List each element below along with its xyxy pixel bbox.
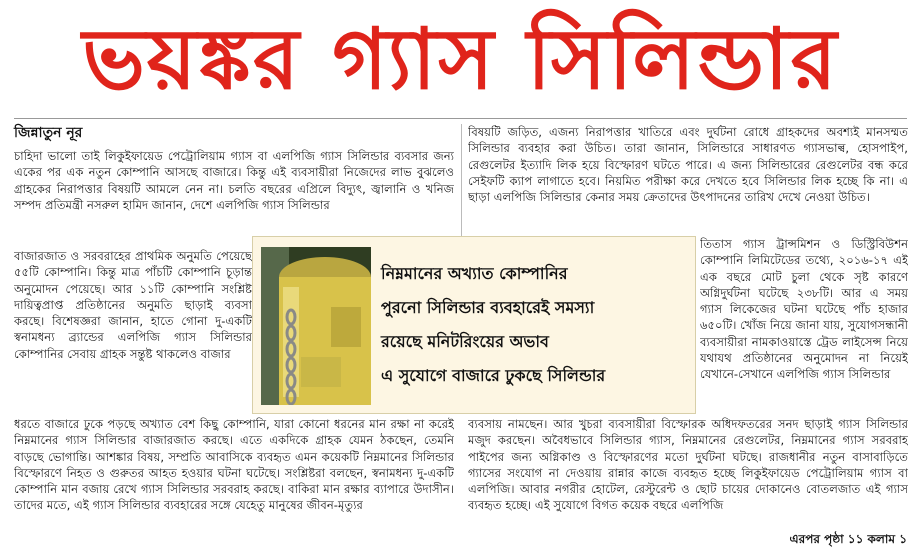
pull-quote-line: পুরনো সিলিন্ডার ব্যবহারেই সমস্যা xyxy=(381,298,595,317)
column-b-top xyxy=(468,124,908,236)
column-a-middle xyxy=(14,248,252,416)
headline-rule xyxy=(14,118,907,119)
cylinder-photo xyxy=(261,247,371,405)
column-b-bottom xyxy=(468,416,908,530)
pull-quote xyxy=(381,257,691,393)
pull-quote-line: রয়েছে মনিটরিংয়ের অভাব xyxy=(381,332,549,351)
continuation-note: এরপর পৃষ্ঠা ১১ কলাম ১ xyxy=(789,532,907,546)
column-b-middle xyxy=(700,236,908,416)
pull-quote-box xyxy=(252,236,696,414)
gas-cylinder-image xyxy=(261,247,371,405)
paragraph: তিতাস গ্যাস ট্রান্সমিশন ও ডিস্ট্রিবিউশন কোম্পানি লিমিটেডের তথ্যে, ২০১৬-১৭ এই এক বছরে মোট চুলা থেকে সৃষ্ট কারণে অগ্নিদুর্ঘটনা ঘটেছে ২৩৮টি। আর এ সময় গ্যাস লিকেজের ঘটনা ঘটেছে পাঁচ হাজার ৬৫০টি। খোঁজ নিয়ে জানা যায়, সুযোগসন্ধানী ব্যবসায়ীরা নামকাওয়াস্তে ট্রেড লাইসেন্স নিয়ে যথাযথ প্রতিষ্ঠানের অনুমোদন না নিয়েই যেখানে-সেখানে এলপিজি গ্যাস সিলিন্ডার xyxy=(700,237,908,382)
column-a-bottom xyxy=(14,416,454,548)
paragraph: বাজারজাত ও সরবরাহের প্রাথমিক অনুমতি পেয়েছে ৫৫টি কোম্পানি। কিন্তু মাত্র পাঁচটি কোম্পানি চূড়ান্ত অনুমোদন পেয়েছে। আর ১১টি কোম্পানি সংশ্লিষ্ট দায়িত্বপ্রাপ্ত প্রতিষ্ঠানের অনুমতি ছাড়াই ব্যবসা করছে। বিশেষজ্ঞরা জানান, হাতে গোনা দু-একটি স্বনামধন্য ব্র্যান্ডের এলপিজি গ্যাস সিলিন্ডার কোম্পানির সেবায় গ্রাহক সন্তুষ্ট থাকলেও বাজার xyxy=(14,249,252,361)
pull-quote-line: নিম্নমানের অখ্যাত কোম্পানির xyxy=(381,264,568,283)
paragraph: বিষয়টি জড়িত, এজন্য নিরাপত্তার খাতিরে এবং দুর্ঘটনা রোধে গ্রাহকদের অবশ্যই মানসম্মত সিলিন্ডার ব্যবহার করা উচিত। তারা জানান, সিলিন্ডারে সাধারণত গ্যাসভাল্ব, হোসপাইপ, রেগুলেটর ইত্যাদি লিক হয়ে বিস্ফোরণ ঘটতে পারে। এ জন্য সিলিন্ডারের রেগুলেটর বন্ধ করে সেইফটি ক্যাপ লাগাতে হবে। নিয়মিত পরীক্ষা করে দেখতে হবে সিলিন্ডার লিক হচ্ছে কি না। এ ছাড়া এলপিজি সিলিন্ডার কেনার সময় ক্রেতাদের উৎপাদনের তারিখ দেখে নেওয়া উচিত। xyxy=(468,125,908,205)
paragraph: ধরতে বাজারে ঢুকে পড়ছে অখ্যাত বেশ কিছু কোম্পানি, যারা কোনো ধরনের মান রক্ষা না করেই নিম্নমানের গ্যাস সিলিন্ডার বাজারজাত করছে। এতে একদিকে গ্রাহক যেমন ঠকছেন, তেমনি বাড়ছে ভোগান্তি। আশঙ্কার বিষয়, সম্প্রতি আবাসিকে ব্যবহৃত এমন কয়েকটি নিম্নমানের সিলিন্ডার বিস্ফোরণে নিহত ও গুরুতর আহত হওয়ার ঘটনা ঘটেছে। সংশ্লিষ্টরা বলছেন, স্বনামধন্য দু-একটি কোম্পানি মান বজায় রেখে গ্যাস সিলিন্ডার সরবরাহ করছে। বাকিরা মান রক্ষার ব্যাপারে উদাসীন। তাদের মতে, এই গ্যাস সিলিন্ডার ব্যবহারের সঙ্গে যেহেতু মানুষের জীবন-মৃত্যুর xyxy=(14,417,454,513)
column-divider xyxy=(461,124,462,236)
paragraph: চাহিদা ভালো তাই লিকুইফায়েড পেট্রোলিয়াম গ্যাস বা এলপিজি গ্যাস সিলিন্ডার ব্যবসার জন্য একের পর এক নতুন কোম্পানি আসছে বাজারে। কিন্তু এই ব্যবসায়ীরা নিজেদের লাভ বুঝলেও গ্রাহকের নিরাপত্তার বিষয়টি আমলে নেন না। চলতি বছরের এপ্রিলে বিদ্যুৎ, জ্বালানি ও খনিজ সম্পদ প্রতিমন্ত্রী নসরুল হামিদ জানান, দেশে এলপিজি গ্যাস সিলিন্ডার xyxy=(14,149,454,212)
paragraph: ব্যবসায় নামছেন। আর খুচরা ব্যবসায়ীরা বিস্ফোরক অধিদফতরের সনদ ছাড়াই গ্যাস সিলিন্ডার মজুদ করছেন। অবৈধভাবে সিলিন্ডার গ্যাস, নিম্নমানের রেগুলেটর, নিম্নমানের গ্যাস সরবরাহ পাইপের জন্য অগ্নিকাণ্ড ও বিস্ফোরণের মতো দুর্ঘটনা ঘটছে। রাজধানীর নতুন বাসাবাড়িতে গ্যাসের সংযোগ না দেওয়ায় রান্নার কাজে ব্যবহৃত হচ্ছে লিকুইফায়েড পেট্রোলিয়াম গ্যাস বা এলপিজি। আবার নগরীর হোটেল, রেস্টুরেন্ট ও ছোট চায়ের দোকানেও বোতলজাত এই গ্যাস ব্যবহৃত হচ্ছে। এই সুযোগে বিগত কয়েক বছরে এলপিজি xyxy=(468,417,908,513)
pull-quote-line: এ সুযোগে বাজারে ঢুকছে সিলিন্ডার xyxy=(381,366,606,385)
column-a-top xyxy=(14,148,454,248)
headline: ভয়ঙ্কর গ্যাস সিলিন্ডার xyxy=(82,10,839,108)
byline: জিন্নাতুন নূর xyxy=(14,125,83,141)
